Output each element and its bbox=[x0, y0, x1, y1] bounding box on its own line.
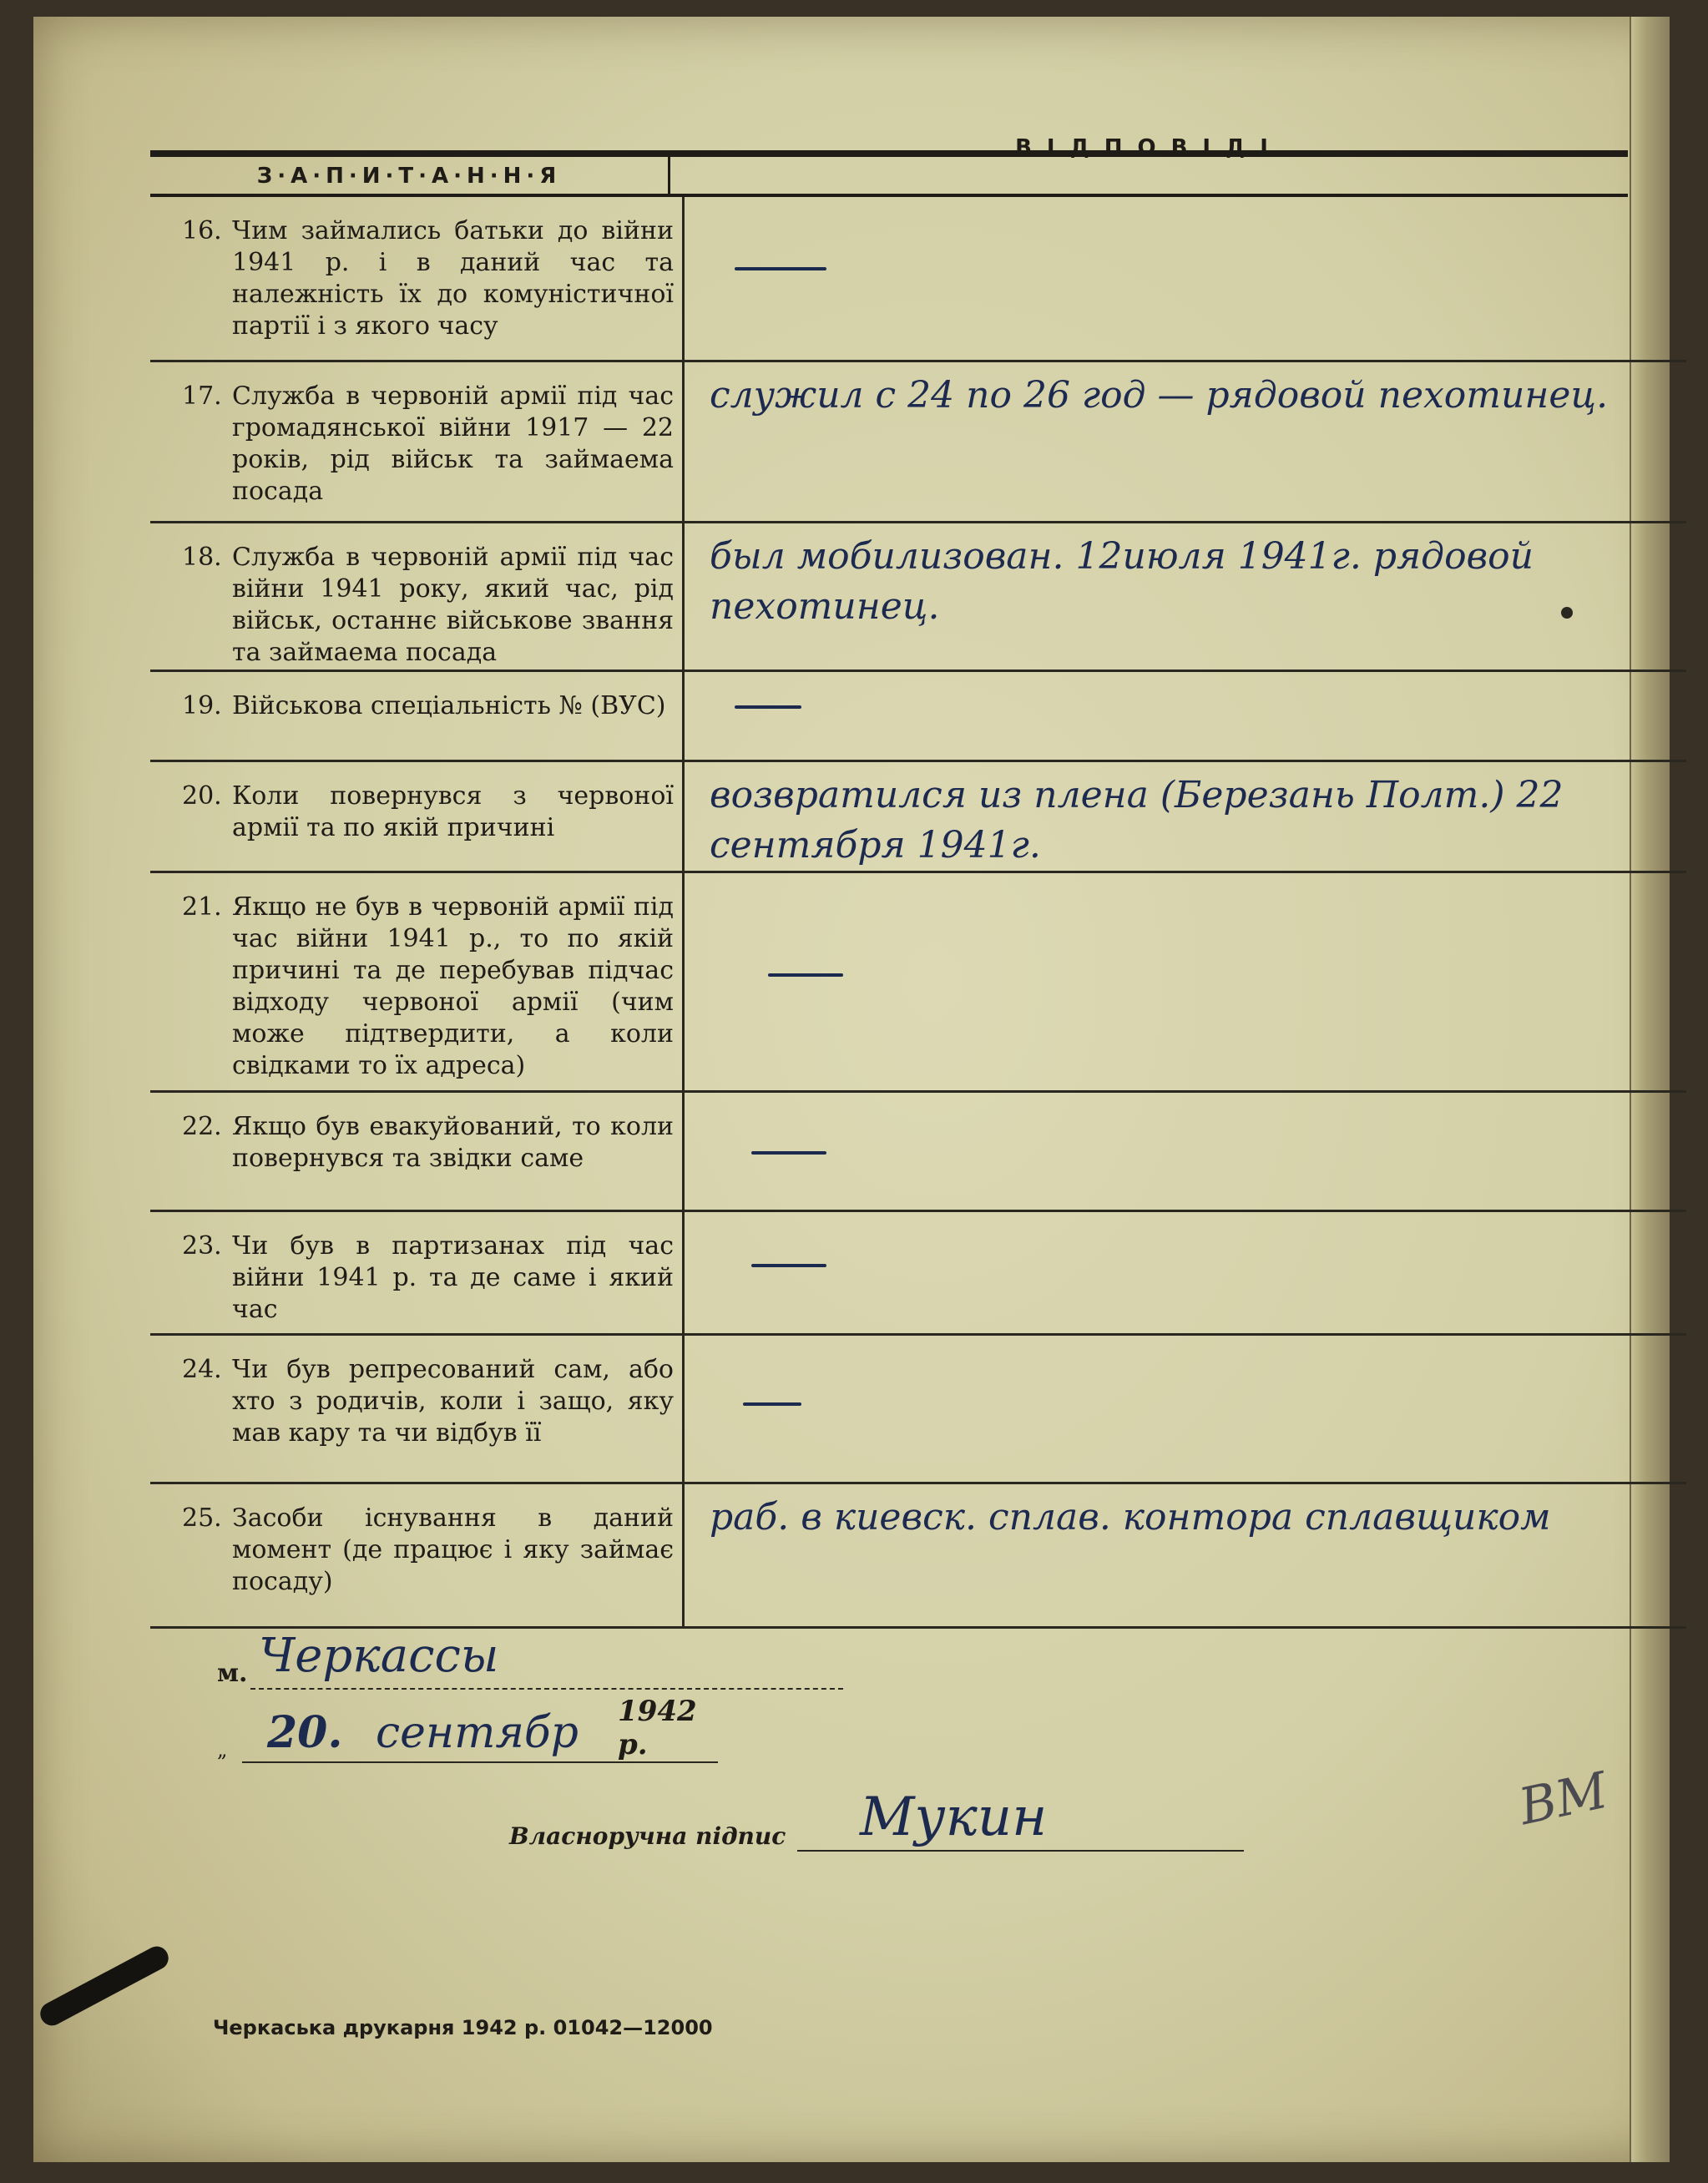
answer-cell bbox=[685, 1093, 1686, 1210]
question-number: 17. bbox=[182, 382, 222, 411]
signature-underline bbox=[797, 1850, 1244, 1852]
question-text: Коли повернувся з червоної армії та по якій причині bbox=[232, 781, 674, 842]
answer-cell bbox=[685, 1336, 1686, 1482]
table-row bbox=[150, 197, 1686, 362]
table-row bbox=[150, 1212, 1686, 1336]
question-number: 18. bbox=[182, 543, 222, 572]
signature-line bbox=[509, 1778, 1244, 1862]
questionnaire-page bbox=[33, 17, 1670, 2162]
answer-dash bbox=[735, 267, 826, 270]
question-cell bbox=[150, 672, 685, 760]
place-line bbox=[217, 1629, 843, 1695]
answer-dash bbox=[768, 973, 843, 977]
printer-imprint: Черкаська друкарня 1942 р. 01042—12000 bbox=[213, 2016, 713, 2039]
questionnaire-table bbox=[150, 197, 1686, 1629]
signature-value: Мукин bbox=[860, 1786, 1048, 1848]
answer-cell bbox=[685, 762, 1686, 871]
question-text: Чи був репресований сам, або хто з родичів, коли і защо, яку мав кару та чи відбув її bbox=[232, 1355, 674, 1448]
answers-heading: ВІДПОВІДІ bbox=[1015, 135, 1283, 160]
handwritten-answer: раб. в киевск. сплав. контора сплавщиком bbox=[710, 1496, 1551, 1539]
answer-cell bbox=[685, 672, 1686, 760]
answer-cell bbox=[685, 362, 1686, 521]
question-number: 25. bbox=[182, 1503, 222, 1533]
answer-dash bbox=[743, 1402, 801, 1406]
question-cell bbox=[150, 873, 685, 1090]
question-cell bbox=[150, 523, 685, 670]
answer-cell bbox=[685, 1484, 1686, 1626]
question-number: 23. bbox=[182, 1231, 222, 1261]
question-number: 20. bbox=[182, 781, 222, 811]
question-text: Служба в червоній армії під час громадянської війни 1917 — 22 років, рід військ та займаема посада bbox=[232, 382, 674, 506]
question-text: Засоби існування в даний момент (де працює і яку займає посаду) bbox=[232, 1503, 674, 1596]
date-day: 20. bbox=[267, 1707, 343, 1758]
question-number: 22. bbox=[182, 1112, 222, 1141]
header-column-divider bbox=[668, 157, 670, 194]
answer-cell bbox=[685, 873, 1686, 1090]
question-cell bbox=[150, 1336, 685, 1482]
questions-heading: З·А·П·И·Т·А·Н·Н·Я bbox=[256, 164, 562, 189]
table-header bbox=[150, 125, 1628, 192]
table-row bbox=[150, 873, 1686, 1093]
table-row bbox=[150, 672, 1686, 762]
question-number: 19. bbox=[182, 691, 222, 720]
question-text: Служба в червоній армії під час війни 1941 року, який час, рід військ, останнє військове звання та займаема посада bbox=[232, 543, 674, 667]
table-row bbox=[150, 523, 1686, 672]
question-text: Якщо був евакуйований, то коли повернувся та звідки саме bbox=[232, 1112, 674, 1173]
question-cell bbox=[150, 362, 685, 521]
handwritten-answer: служил с 24 по 26 год — рядовой пехотинец. bbox=[710, 374, 1609, 417]
place-prefix: м. bbox=[217, 1659, 248, 1688]
question-text: Чим займались батьки до війни 1941 р. і в даний час та належність їх до комуністичної партії і з якого часу bbox=[232, 216, 674, 341]
question-cell bbox=[150, 1093, 685, 1210]
handwritten-answer: был мобилизован. 12июля 1941г. рядовой пехотинец. bbox=[710, 535, 1534, 628]
place-value: Черкассы bbox=[259, 1629, 499, 1683]
question-text: Якщо не був в червоній армії під час війни 1941 р., то по якій причині та де перебував підчас відходу червоної армії (чим може підтвердити, а коли свідками то їх адреса) bbox=[232, 892, 674, 1080]
handwritten-answer: возвратился из плена (Березань Полт.) 22 сентября 1941г. bbox=[710, 774, 1564, 867]
date-year: 1942 р. bbox=[618, 1695, 697, 1761]
question-cell bbox=[150, 1212, 685, 1333]
question-cell bbox=[150, 762, 685, 871]
table-row bbox=[150, 762, 1686, 873]
signature-label: Власноручна підпис bbox=[509, 1822, 786, 1850]
answer-dash bbox=[751, 1264, 826, 1267]
place-underline bbox=[250, 1688, 843, 1690]
answer-cell bbox=[685, 1212, 1686, 1333]
table-row bbox=[150, 1484, 1686, 1629]
question-number: 21. bbox=[182, 892, 222, 922]
answer-dash bbox=[751, 1151, 826, 1155]
ink-dot bbox=[1561, 607, 1573, 619]
date-line bbox=[217, 1695, 735, 1770]
question-cell bbox=[150, 1484, 685, 1626]
question-number: 16. bbox=[182, 216, 222, 245]
question-text: Чи був в партизанах під час війни 1941 р. та де саме і який час bbox=[232, 1231, 674, 1324]
table-row bbox=[150, 1093, 1686, 1212]
table-row bbox=[150, 362, 1686, 523]
question-text: Військова спеціальність № (ВУС) bbox=[232, 691, 666, 720]
date-underline bbox=[242, 1761, 718, 1763]
form-footer bbox=[200, 1629, 1453, 2004]
table-row bbox=[150, 1336, 1686, 1484]
handwritten-initials: ВМ bbox=[1513, 1761, 1613, 1837]
question-cell bbox=[150, 197, 685, 360]
ink-smudge bbox=[36, 1943, 172, 2030]
date-quote: „ bbox=[217, 1738, 228, 1761]
answer-cell bbox=[685, 523, 1686, 670]
date-month: сентябр bbox=[376, 1708, 579, 1758]
question-number: 24. bbox=[182, 1355, 222, 1384]
answer-dash bbox=[735, 705, 801, 709]
answer-cell bbox=[685, 197, 1686, 360]
